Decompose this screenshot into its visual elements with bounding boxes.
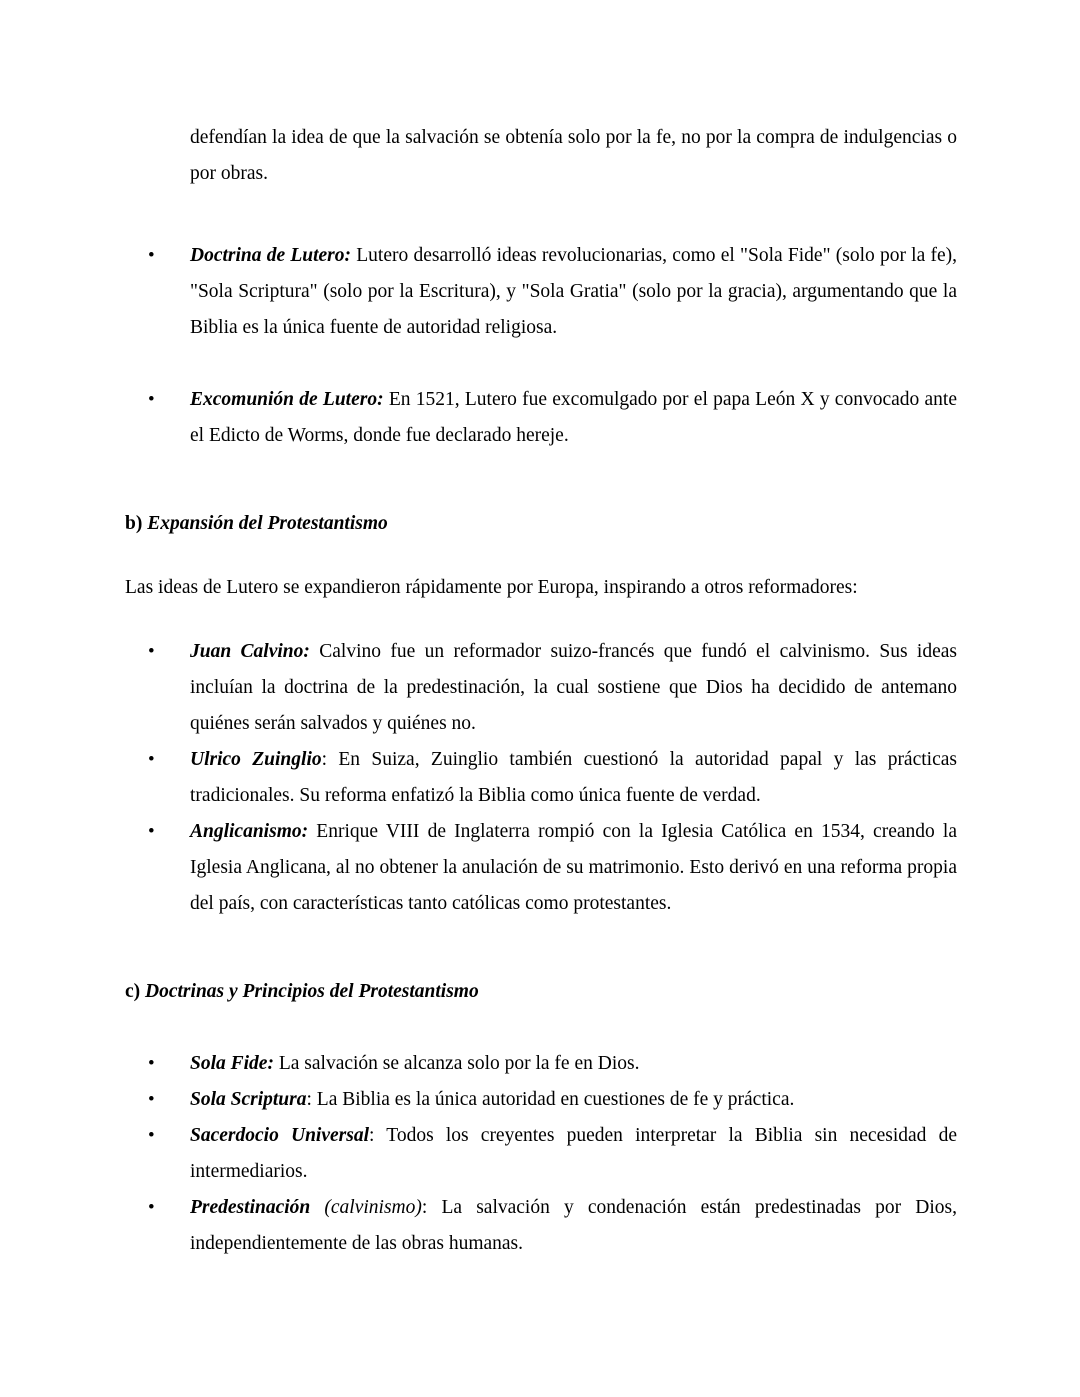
list-item-body: En 1521, Lutero fue excomulgado por el papa León X y convocado ante el Edicto de Worms, donde fue declarado hereje. <box>190 389 958 446</box>
list-reformadores <box>125 634 957 922</box>
list-item-lead: Juan Calvino <box>190 641 304 662</box>
list-item <box>125 1190 957 1262</box>
heading-marker: b) <box>125 513 148 534</box>
list-item <box>125 814 957 922</box>
spacer <box>125 454 957 506</box>
list-item-lead-punct: : <box>306 1089 312 1110</box>
list-item <box>125 1118 957 1190</box>
spacer <box>125 606 957 634</box>
list-item-lead-punct: : <box>321 749 328 770</box>
list-item <box>125 634 957 742</box>
list-item-lead-secondary: (calvinismo) <box>310 1197 422 1218</box>
spacer <box>125 1010 957 1046</box>
list-item-lead-punct: : <box>344 245 352 266</box>
list-item <box>125 742 957 814</box>
heading-section-b <box>125 506 957 542</box>
document-body <box>125 120 957 1262</box>
spacer <box>125 192 957 238</box>
list-doctrinas-lutero <box>125 238 957 454</box>
spacer <box>125 542 957 570</box>
list-item-lead: Anglicanismo <box>190 821 302 842</box>
list-doctrinas-principios <box>125 1046 957 1262</box>
list-item-lead: Predestinación <box>190 1197 311 1218</box>
heading-marker: c) <box>125 981 146 1002</box>
list-item-body: Todos los creyentes pueden interpretar la Biblia sin necesidad de intermediarios. <box>190 1125 957 1182</box>
list-item-lead-punct: : <box>421 1197 428 1218</box>
list-item-lead: Sacerdocio Universal <box>190 1125 370 1146</box>
list-item <box>125 1082 957 1118</box>
list-item-lead: Excomunión de Lutero <box>190 389 378 410</box>
list-item-body: Lutero desarrolló ideas revolucionarias, como el "Sola Fide" (solo por la fe), "Sola Scriptura" (solo por la Escritura), y "Sola Gratia" (solo por la gracia), argumentando que la Biblia es la única fuente de autoridad religiosa. <box>190 245 957 338</box>
list-item-lead-punct: : <box>301 821 309 842</box>
intro-paragraph: defendían la idea de que la salvación se obtenía solo por la fe, no por la compra de indulgencias o por obras. <box>190 127 957 184</box>
list-item-body: La salvación y condenación están predestinadas por Dios, independientemente de las obras humanas. <box>190 1197 957 1254</box>
heading-section-c <box>125 974 957 1010</box>
list-item-body: La Biblia es la única autoridad en cuestiones de fe y práctica. <box>311 1089 795 1110</box>
list-item-lead: Doctrina de Lutero <box>190 245 345 266</box>
list-item-lead-punct: : <box>377 389 384 410</box>
list-item <box>125 238 957 346</box>
section-b-intro: Las ideas de Lutero se expandieron rápidamente por Europa, inspirando a otros reformadores: <box>125 577 858 598</box>
spacer <box>125 922 957 974</box>
list-item-lead: Sola Fide <box>190 1053 268 1074</box>
list-item-body: Enrique VIII de Inglaterra rompió con la Iglesia Católica en 1534, creando la Iglesia Anglicana, al no obtener la anulación de su matrimonio. Esto derivó en una reforma propia del país, con características tanto católicas como protestantes. <box>190 821 957 914</box>
list-item-body: En Suiza, Zuinglio también cuestionó la autoridad papal y las prácticas tradicionales. Su reforma enfatizó la Biblia como única fuente de verdad. <box>190 749 957 806</box>
list-item-body: Calvino fue un reformador suizo-francés que fundó el calvinismo. Sus ideas incluían la doctrina de la predestinación, la cual sostiene que Dios ha decidido de antemano quiénes serán salvados y quiénes no. <box>190 641 957 734</box>
list-item-lead-punct: : <box>303 641 310 662</box>
list-item <box>125 382 957 454</box>
list-item-lead-punct: : <box>267 1053 274 1074</box>
list-item <box>125 1046 957 1082</box>
list-item-lead-punct: : <box>369 1125 375 1146</box>
heading-title: Doctrinas y Principios del Protestantismo <box>145 981 479 1002</box>
list-item-lead: Ulrico Zuinglio <box>190 749 322 770</box>
heading-title: Expansión del Protestantismo <box>147 513 388 534</box>
list-item-body: La salvación se alcanza solo por la fe en Dios. <box>273 1053 640 1074</box>
list-item-lead: Sola Scriptura <box>190 1089 307 1110</box>
